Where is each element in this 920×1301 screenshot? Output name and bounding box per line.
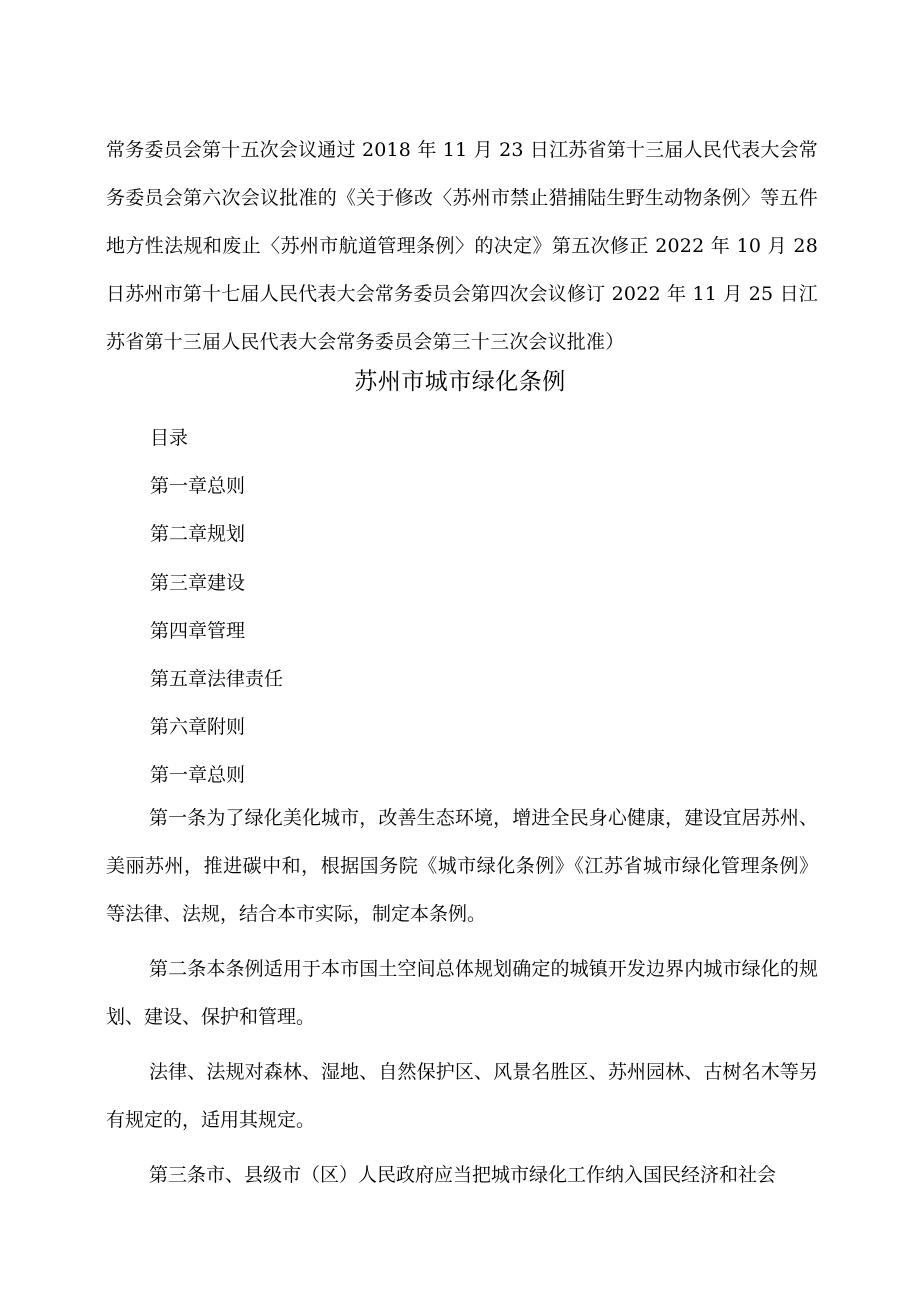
toc-item-chapter-5: 第五章法律责任 — [150, 668, 284, 691]
toc-item-chapter-3: 第三章建设 — [150, 571, 246, 594]
toc-item-chapter-1: 第一章总则 — [150, 475, 246, 498]
article-1-paragraph: 第一条为了绿化美化城市，改善生态环境，增进全民身心健康，建设宜居苏州、美丽苏州，推进碳中和，根据国务院《城市绿化条例》《江苏省城市绿化管理条例》等法律、法规，结合本市实际，制定本条例。 — [106, 807, 818, 925]
table-of-contents — [150, 414, 283, 800]
toc-item-chapter-4: 第四章管理 — [150, 619, 246, 642]
article-2-clause-paragraph: 法律、法规对森林、湿地、自然保护区、风景名胜区、苏州园林、古树名木等另有规定的，适用其规定。 — [106, 1061, 818, 1131]
body-text — [106, 794, 818, 1199]
toc-item-chapter-2: 第二章规划 — [150, 523, 246, 546]
toc-item-chapter-6: 第六章附则 — [150, 716, 246, 739]
chapter-heading: 第一章总则 — [150, 764, 246, 787]
preamble-paragraph: 常务委员会第十五次会议通过 2018 年 11 月 23 日江苏省第十三届人民代表大会常务委员会第六次会议批准的《关于修改〈苏州市禁止猎捕陆生野生动物条例〉等五件地方性法规和废止〈苏州市航道管理条例〉的决定》第五次修正 2022 年 10 月 28 日苏州市第十七届人民代表大会常务委员会第四次会议修订 2022 年 11 月 25 日江苏省第十三届人民代表大会常务委员会第三十三次会议批准） — [106, 139, 818, 353]
article-2-paragraph: 第二条本条例适用于本市国土空间总体规划确定的城镇开发边界内城市绿化的规划、建设、保护和管理。 — [106, 958, 818, 1028]
document-title: 苏州市城市绿化条例 — [354, 369, 566, 395]
toc-heading: 目录 — [150, 427, 189, 449]
article-3-paragraph: 第三条市、县级市（区）人民政府应当把城市绿化工作纳入国民经济和社会 — [149, 1164, 777, 1186]
